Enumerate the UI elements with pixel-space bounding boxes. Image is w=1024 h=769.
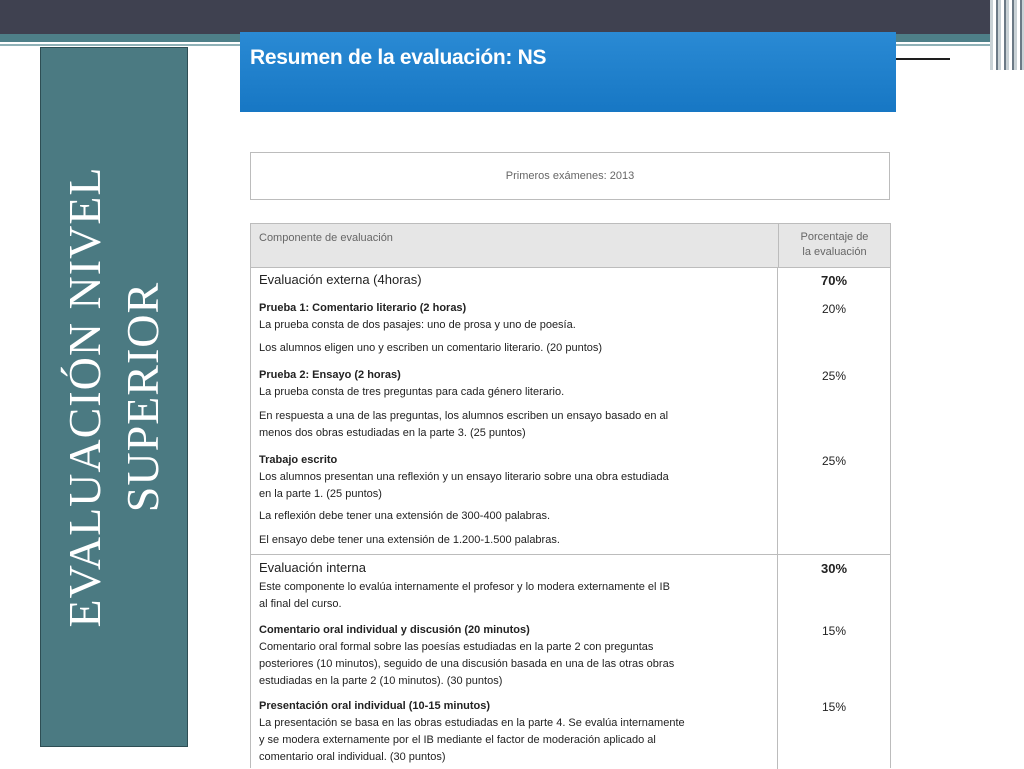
table-header [251,224,890,268]
internal-description [259,579,771,613]
trabajo-line4: El ensayo debe tener una extensión de 1.200-1.500 palabras. [259,534,560,546]
oral-comment-percent: 15% [821,624,847,638]
slide-title-line-1: EVALUACIÓN NIVEL [59,166,110,628]
slide-title-line-2: SUPERIOR [117,281,168,513]
prueba1-title: Prueba 1: Comentario literario (2 horas) [259,302,467,314]
trabajo-block [259,452,771,503]
trabajo-title: Trabajo escrito [259,454,338,466]
assessment-table [250,223,891,768]
trabajo-percent: 25% [821,454,847,468]
prueba1-line2: Los alumnos eligen uno y escriben un comentario literario. (20 puntos) [259,342,603,354]
trabajo-line1: Los alumnos presentan una reflexión y un ensayo literario sobre una obra estudiada [259,471,669,483]
column-header-component: Componente de evaluación [259,232,393,244]
presentation-title: Presentación oral individual (10-15 minutos) [259,700,491,712]
prueba2-title: Prueba 2: Ensayo (2 horas) [259,369,401,381]
column-header-percent [778,224,890,267]
corner-stripes [990,0,1024,70]
prueba2-percent: 25% [821,369,847,383]
prueba2-line3: menos dos obras estudiadas en la parte 3. (25 puntos) [259,427,526,439]
prueba1-percent: 20% [821,302,847,316]
prueba2-block [259,367,771,401]
internal-assessment-title: Evaluación interna [259,560,366,575]
prueba2-line1: La prueba consta de tres preguntas para cada género literario. [259,386,565,398]
document-header [240,32,896,112]
oral-comment-line3: estudiadas en la parte 2 (10 minutos). (30 puntos) [259,675,503,687]
internal-assessment-percent: 30% [820,561,848,576]
row-divider [251,554,890,555]
oral-comment-block [259,622,771,690]
presentation-percent: 15% [821,700,847,714]
presentation-line1: La presentación se basa en las obras estudiadas en la parte 4. Se evalúa internamente [259,717,685,729]
prueba1-block [259,300,771,334]
trabajo-line2: en la parte 1. (25 puntos) [259,488,382,500]
prueba1-line1: La prueba consta de dos pasajes: uno de prosa y uno de poesía. [259,319,576,331]
prueba2-line2: En respuesta a una de las preguntas, los alumnos escriben un ensayo basado en al [259,410,669,422]
oral-comment-title: Comentario oral individual y discusión (20 minutos) [259,624,530,636]
prueba2-lines [259,408,771,442]
external-assessment-percent: 70% [820,273,848,288]
slide-title [56,57,172,737]
first-exams-box: Primeros exámenes: 2013 [250,152,890,200]
trabajo-line3: La reflexión debe tener una extensión de 300-400 palabras. [259,510,551,522]
external-assessment-title: Evaluación externa (4horas) [259,272,422,287]
slide-title-panel [40,47,188,747]
presentation-line2: y se modera externamente por el IB mediante el factor de moderación aplicado al [259,734,656,746]
column-header-percent-line-1: Porcentaje de [800,231,869,243]
internal-desc-line2: al final del curso. [259,598,342,610]
divider [895,58,950,60]
internal-desc-line1: Este componente lo evalúa internamente el profesor y lo modera externamente el IB [259,581,670,593]
presentation-block [259,698,771,766]
column-divider [777,267,778,769]
oral-comment-line1: Comentario oral formal sobre las poesías estudiadas en la parte 2 con preguntas [259,641,654,653]
document-title: Resumen de la evaluación: NS [250,46,547,69]
presentation-line3: comentario oral individual. (30 puntos) [259,751,446,763]
column-header-percent-line-2: la evaluación [802,246,867,258]
oral-comment-line2: posteriores (10 minutos), seguido de una discusión basada en una de las otras obras [259,658,675,670]
top-bar [0,0,1024,34]
